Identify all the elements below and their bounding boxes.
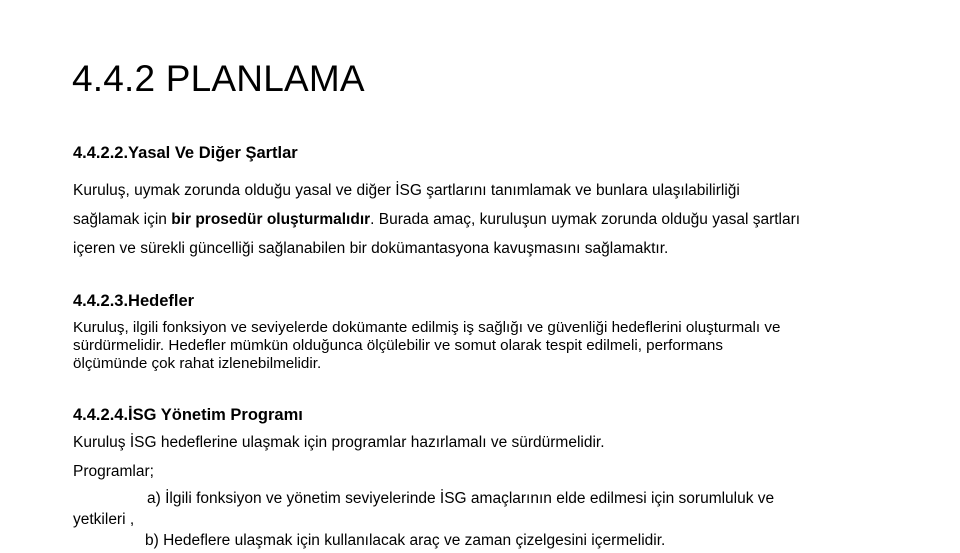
section-heading-legal-requirements: 4.4.2.2.Yasal Ve Diğer Şartlar (73, 144, 298, 162)
body-line: Kuruluş, ilgili fonksiyon ve seviyelerde dokümante edilmiş iş sağlığı ve güvenliği hedeflerini oluşturmalı ve (73, 319, 781, 336)
body-text-bold: bir prosedür oluşturmalıdır (171, 211, 371, 228)
body-line: sürdürmelidir. Hedefler mümkün olduğunca ölçülebilir ve somut olarak tespit edilmeli, performans (73, 337, 723, 354)
section-heading-ohs-program: 4.4.2.4.İSG Yönetim Programı (73, 406, 303, 424)
body-line: Kuruluş, uymak zorunda olduğu yasal ve diğer İSG şartlarını tanımlamak ve bunlara ulaşılabilirliği (73, 182, 740, 199)
section-body-objectives (73, 319, 780, 373)
section-heading-objectives: 4.4.2.3.Hedefler (73, 292, 195, 310)
body-line (73, 205, 800, 234)
body-line: içeren ve sürekli güncelliği sağlanabilen bir dokümantasyona kavuşmasını sağlamaktır. (73, 240, 669, 257)
list-item-b: b) Hedeflere ulaşmak için kullanılacak araç ve zaman çizelgesini içermelidir. (145, 532, 666, 549)
list-item-a-continuation: yetkileri , (73, 511, 135, 528)
section-body-legal-requirements (73, 176, 800, 263)
page-title: 4.4.2 PLANLAMA (72, 58, 365, 99)
body-line: ölçümünde çok rahat izlenebilmelidir. (73, 355, 322, 372)
list-item-a-text: a) İlgili fonksiyon ve yönetim seviyelerinde İSG amaçlarının elde edilmesi için sorumluluk ve (147, 490, 775, 507)
list-item-text (73, 488, 774, 509)
body-text: . Burada amaç, kuruluşun uymak zorunda olduğu yasal şartları (370, 211, 801, 228)
body-line: Kuruluş İSG hedeflerine ulaşmak için programlar hazırlamalı ve sürdürmelidir. (73, 434, 605, 451)
list-item-a (73, 488, 774, 530)
body-text: sağlamak için (73, 211, 172, 228)
body-line: Programlar; (73, 463, 154, 480)
